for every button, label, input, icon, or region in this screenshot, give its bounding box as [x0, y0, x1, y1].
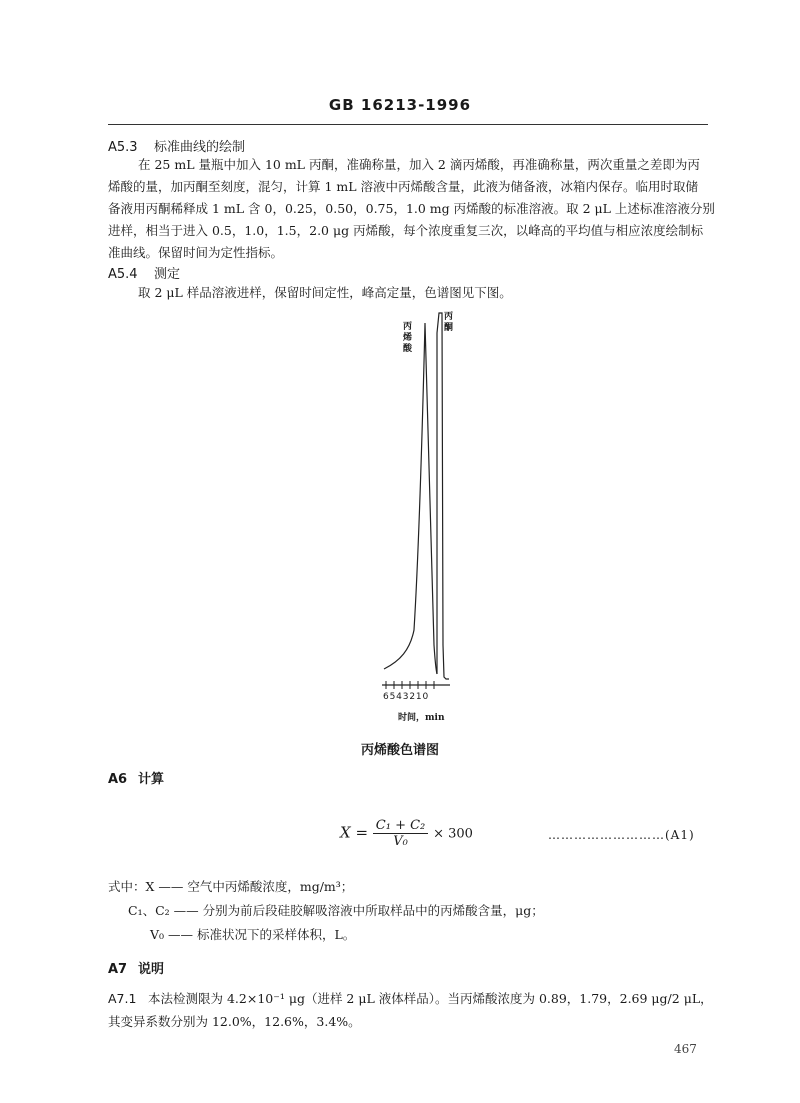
formula-leader-dots: [548, 828, 695, 842]
formula-fraction: [373, 818, 428, 849]
paragraph-line: 准曲线。保留时间为定性指标。: [108, 245, 284, 260]
section-a71-line-1: [108, 988, 713, 1010]
paragraph-line: 备液用丙酮稀释成 1 mL 含 0，0.25，0.50，0.75，1.0 mg 丙烯酸的标准溶液。取 2 μL 上述标准溶液分别: [108, 201, 715, 216]
paragraph-line: 进样，相当于进入 0.5，1.0，1.5，2.0 μg 丙烯酸，每个浓度重复三次，以峰高的平均值与相应浓度绘制标: [108, 223, 704, 238]
formula-a1: [340, 818, 473, 849]
section-number: A7.1: [108, 991, 137, 1006]
where-item: X —— 空气中丙烯酸浓度，mg/m³；: [145, 879, 354, 894]
chromatogram-figure: [370, 305, 470, 725]
figure-caption: 丙烯酸色谱图: [360, 743, 439, 758]
paragraph-line: 其变异系数分别为 12.0%，12.6%，3.4%。: [108, 1014, 361, 1029]
formula-where-line-1: [108, 876, 353, 898]
paragraph-line: 在 25 mL 量瓶中加入 10 mL 丙酮，准确称量，加入 2 滴丙烯酸，再准确称量，两次重量之差即为丙: [138, 157, 700, 172]
section-a6-heading: [108, 768, 164, 787]
axis-tick-labels: 6 5 4 3 2 1 0: [383, 692, 428, 702]
leader-dots: ………………………: [548, 828, 665, 842]
formula-rhs: × 300: [433, 826, 473, 842]
formula-denominator: V₀: [393, 834, 408, 849]
where-label: 式中：: [108, 879, 146, 894]
section-a54-heading: [108, 263, 180, 282]
where-item: V₀ —— 标准状况下的采样体积，L。: [150, 927, 356, 942]
acrylic-acid-peak: [384, 323, 437, 674]
paragraph-line: 烯酸的量，加丙酮至刻度，混匀，计算 1 mL 溶液中丙烯酸含量，此液为储备液，冰箱内保存。临用时取储: [108, 179, 699, 194]
peak-label-acrylic-acid: 丙 烯 酸: [403, 322, 413, 354]
section-a53-body: [108, 154, 728, 264]
formula-numerator: C₁ + C₂: [373, 818, 428, 834]
formula-tag: (A1): [665, 828, 695, 842]
formula-lhs: X =: [340, 823, 369, 842]
peak-label-acetone: 丙 酮: [444, 312, 454, 333]
section-title: 计算: [138, 772, 165, 787]
acetone-peak: [437, 313, 449, 679]
section-a53-heading: [108, 136, 245, 155]
section-title: 测定: [154, 267, 181, 282]
section-title: 说明: [138, 962, 165, 977]
standard-header: GB 16213-1996: [328, 96, 472, 114]
page-number: 467: [674, 1042, 697, 1056]
section-a54-body: 取 2 μL 样品溶液进样，保留时间定性，峰高定量，色谱图见下图。: [138, 285, 512, 300]
paragraph-line: 本法检测限为 4.2×10⁻¹ μg（进样 2 μL 液体样品）。当丙烯酸浓度为 0.89，1.79，2.69 μg/2 μL，: [148, 991, 713, 1006]
section-number: A5.3: [108, 140, 138, 155]
header-rule: [108, 124, 708, 125]
section-title: 标准曲线的绘制: [154, 140, 246, 155]
where-item: C₁、C₂ —— 分别为前后段硅胶解吸溶液中所取样品中的丙烯酸含量，μg；: [128, 903, 544, 918]
section-number: A5.4: [108, 267, 138, 282]
section-number: A6: [108, 772, 128, 787]
section-number: A7: [108, 962, 128, 977]
section-a7-heading: [108, 958, 164, 977]
axis-label: 时间，min: [398, 713, 445, 723]
